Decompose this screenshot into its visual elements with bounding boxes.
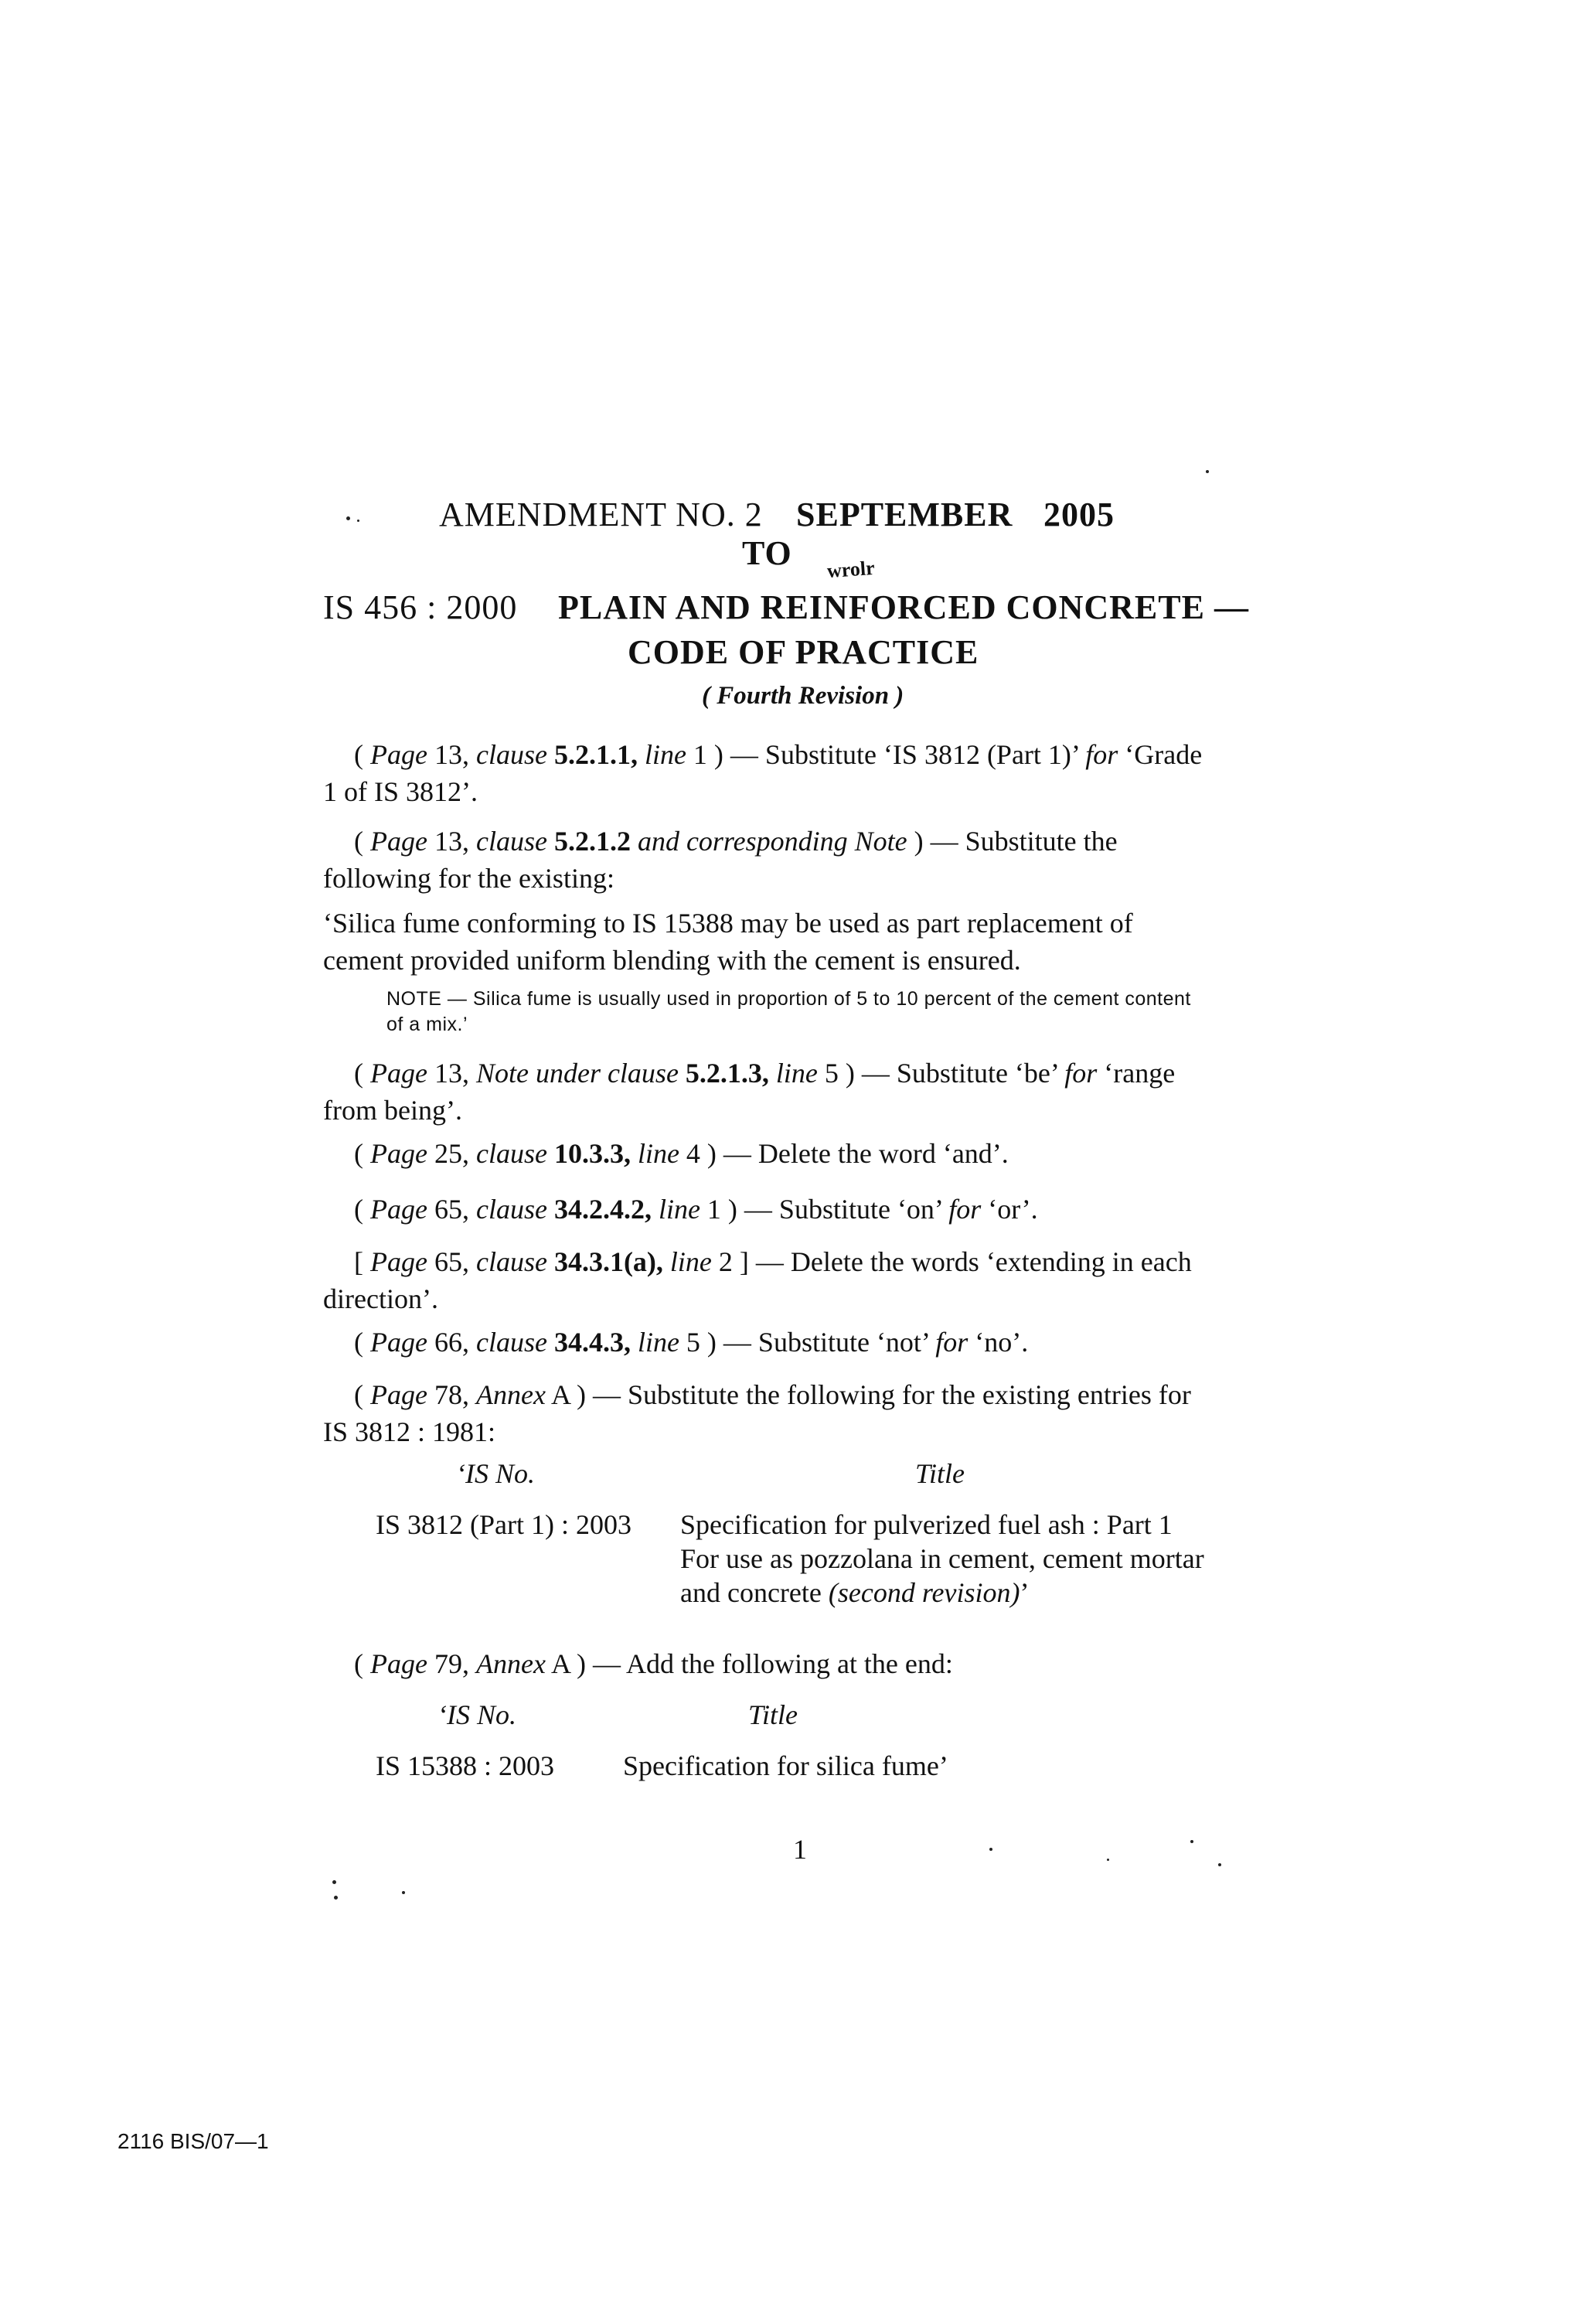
scan-speck	[357, 520, 359, 522]
table2-col-is-no-header: ‘IS No.	[437, 1699, 516, 1730]
amendment-item: ( Page 25, clause 10.3.3, line 4 ) — Delete the word ‘and’.	[354, 1138, 1009, 1169]
heading-to: TO	[742, 534, 792, 572]
amendment-item: ( Page 66, clause 34.4.3, line 5 ) — Substitute ‘not’ for ‘no’.	[354, 1327, 1029, 1358]
scan-speck	[1218, 1863, 1221, 1866]
amendment-item: ( Page 79, Annex A ) — Add the following at the end:	[354, 1648, 953, 1679]
table2-col-title-header: Title	[748, 1699, 798, 1730]
standard-number: IS 456 : 2000	[323, 588, 518, 626]
scan-speck	[346, 516, 350, 520]
table1-row-title: Specification for pulverized fuel ash : Part 1 For use as pozzolana in cement, cement mortar and concrete (second revision)’	[680, 1509, 1204, 1608]
print-code: 2116 BIS/07—1	[117, 2129, 269, 2153]
standard-title-line2: CODE OF PRACTICE	[628, 633, 979, 671]
scan-speck	[334, 1896, 338, 1900]
amendment-number: AMENDMENT NO. 2	[439, 496, 763, 533]
scan-speck	[402, 1891, 405, 1894]
note-label: NOTE —	[386, 988, 468, 1010]
table1-col-title-header: Title	[915, 1458, 965, 1489]
amendment-item: ( Page 13, clause 5.2.1.2 and corresponding Note ) — Substitute the following for the existing:	[323, 826, 1118, 894]
amendment-date-year: 2005	[1043, 496, 1115, 533]
scan-speck	[332, 1880, 336, 1884]
scan-speck	[1206, 470, 1209, 473]
amendment-item: ( Page 65, clause 34.2.4.2, line 1 ) — Substitute ‘on’ for ‘or’.	[354, 1194, 1038, 1225]
scan-speck	[989, 1848, 992, 1851]
amendment-item: ( Page 13, Note under clause 5.2.1.3, line 5 ) — Substitute ‘be’ for ‘range from being’.	[323, 1058, 1176, 1126]
page-number: 1	[793, 1834, 807, 1865]
note-text: Silica fume is usually used in proportion of 5 to 10 percent of the cement content of a mix.’	[386, 988, 1191, 1035]
table2-row-is-no: IS 15388 : 2003	[376, 1750, 555, 1781]
amendment-item: [ Page 65, clause 34.3.1(a), line 2 ] — Delete the words ‘extending in each direction’.	[323, 1246, 1192, 1314]
amendment-item: ( Page 13, clause 5.2.1.1, line 1 ) — Substitute ‘IS 3812 (Part 1)’ for ‘Grade 1 of IS 3812’.	[323, 739, 1203, 807]
scan-speck	[1190, 1840, 1193, 1843]
table1-row-is-no: IS 3812 (Part 1) : 2003	[376, 1509, 631, 1540]
handwritten-stamp: wrolr	[826, 556, 876, 583]
revision-label: ( Fourth Revision )	[702, 682, 904, 710]
table1-col-is-no-header: ‘IS No.	[456, 1458, 535, 1489]
note-block	[386, 987, 1206, 1037]
amendment-date-month: SEPTEMBER	[796, 496, 1013, 533]
amendment-item: ( Page 78, Annex A ) — Substitute the following for the existing entries for IS 3812 : 1981:	[323, 1379, 1191, 1447]
scan-speck	[1107, 1859, 1109, 1861]
table2-row-title: Specification for silica fume’	[623, 1750, 948, 1781]
replacement-text: ‘Silica fume conforming to IS 15388 may be used as part replacement of cement provided uniform blending with the cement is ensured.	[323, 908, 1133, 976]
standard-title-line1: PLAIN AND REINFORCED CONCRETE —	[558, 588, 1249, 626]
